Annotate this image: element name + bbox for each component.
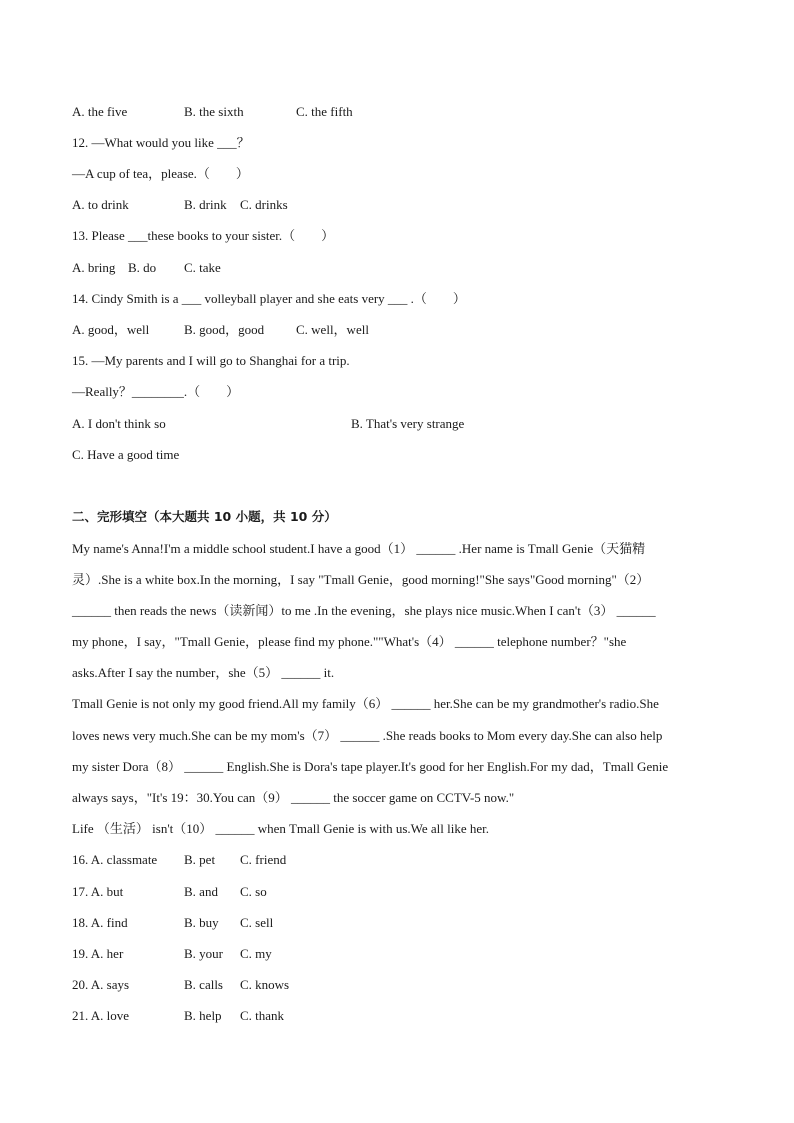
passage-line: my sister Dora（8） ______ English.She is Dora's tape player.It's good for her English.For my dad，Tmall Genie [72, 759, 669, 774]
passage-line: 灵）.She is a white box.In the morning，I say "Tmall Genie，good morning!"She says"Good morning"（2） [72, 572, 650, 587]
passage-line: Tmall Genie is not only my good friend.All my family（6） ______ her.She can be my grandmother's radio.She [72, 696, 659, 711]
q11-option-b: B. the sixth [184, 104, 244, 119]
q13-stem: 13. Please ___these books to your sister.（ ） [72, 228, 335, 243]
option-b: B. and [184, 884, 218, 899]
option-a: 19. A. her [72, 946, 124, 961]
option-b: B. pet [184, 852, 216, 867]
q12-option-a: A. to drink [72, 197, 129, 212]
q15-stem: 15. —My parents and I will go to Shanghai for a trip. [72, 353, 350, 368]
passage-line: Life （生活） isn't（10） ______ when Tmall Genie is with us.We all like her. [72, 821, 489, 836]
option-c: C. sell [240, 915, 274, 930]
option-c: C. my [240, 946, 272, 961]
q12-reply: —A cup of tea，please.（ ） [72, 166, 249, 181]
option-c: C. friend [240, 852, 287, 867]
q14-stem: 14. Cindy Smith is a ___ volleyball player and she eats very ___ .（ ） [72, 291, 466, 306]
option-b: B. buy [184, 915, 219, 930]
option-c: C. so [240, 884, 267, 899]
q15-option-c: C. Have a good time [72, 447, 180, 462]
option-b: B. calls [184, 977, 223, 992]
option-a: 17. A. but [72, 884, 124, 899]
option-a: 16. A. classmate [72, 852, 158, 867]
option-c: C. knows [240, 977, 290, 992]
passage-line: asks.After I say the number，she（5） ______ it. [72, 665, 335, 680]
passage-line: My name's Anna!I'm a middle school student.I have a good（1） ______ .Her name is Tmall Genie（天猫精 [72, 541, 646, 556]
option-a: 18. A. find [72, 915, 128, 930]
option-c: C. thank [240, 1008, 285, 1023]
q15-option-a: A. I don't think so [72, 416, 166, 431]
q12-option-b: B. drink [184, 197, 227, 212]
passage-line: always says，"It's 19：30.You can（9） ______ the soccer game on CCTV-5 now." [72, 790, 515, 805]
passage-line: my phone，I say，"Tmall Genie，please find my phone.""What's（4） ______ telephone number？"she [72, 634, 627, 649]
q13-option-b: B. do [128, 260, 157, 275]
q15-reply: —Really？________.（ ） [72, 384, 240, 399]
section-heading: 二、完形填空（本大题共 10 小题，共 10 分） [72, 509, 337, 524]
option-a: 20. A. says [72, 977, 130, 992]
q14-option-a: A. good，well [72, 322, 150, 337]
q11-option-c: C. the fifth [296, 104, 353, 119]
q12-option-c: C. drinks [240, 197, 288, 212]
q11-option-a: A. the five [72, 104, 128, 119]
q13-option-c: C. take [184, 260, 221, 275]
q14-option-c: C. well，well [296, 322, 369, 337]
q13-option-a: A. bring [72, 260, 116, 275]
q12-stem: 12. —What would you like ___？ [72, 135, 250, 150]
option-a: 21. A. love [72, 1008, 130, 1023]
option-b: B. your [184, 946, 223, 961]
q14-option-b: B. good，good [184, 322, 265, 337]
passage-line: ______ then reads the news（读新闻）to me .In the evening，she plays nice music.When I can't（3） ______ [72, 603, 656, 618]
option-b: B. help [184, 1008, 222, 1023]
passage-line: loves news very much.She can be my mom's（7） ______ .She reads books to Mom every day.She can also help [72, 728, 663, 743]
q15-option-b: B. That's very strange [351, 416, 465, 431]
